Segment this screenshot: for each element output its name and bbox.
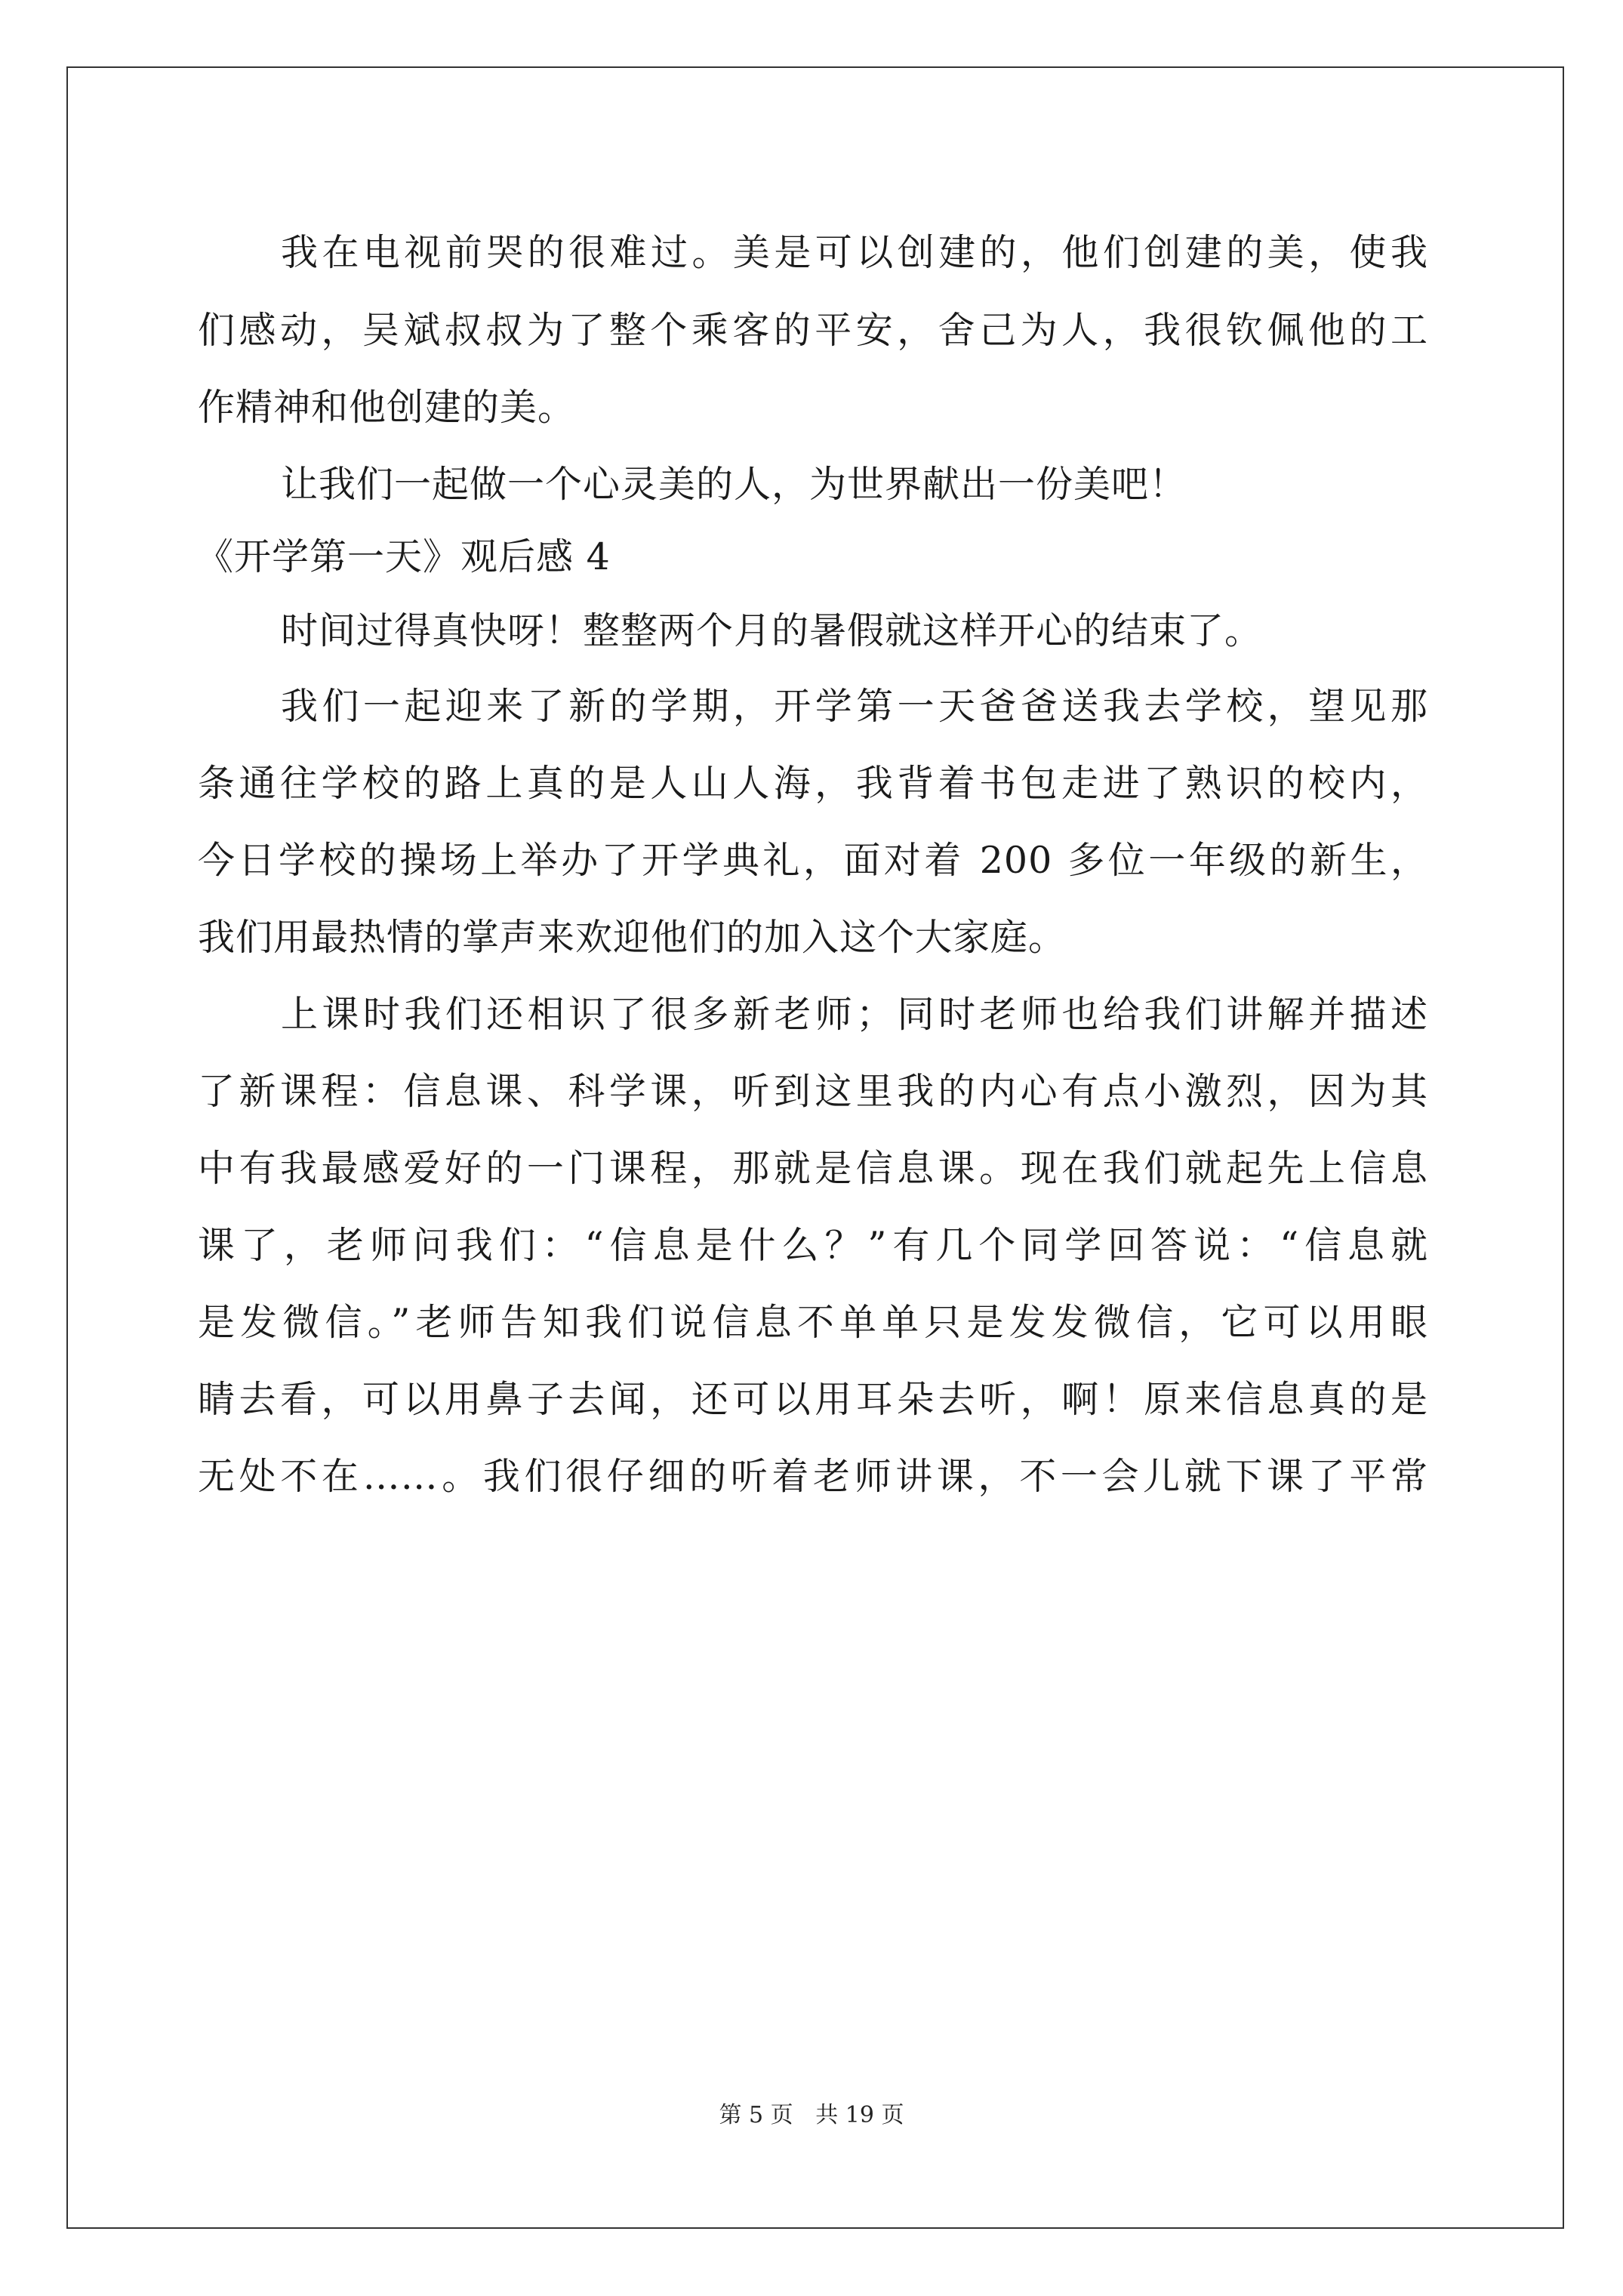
- paragraph-line: 无处不在……。我们很仔细的听着老师讲课，不一会儿就下课了平常: [198, 1455, 1428, 1498]
- paragraph-line: 时间过得真快呀！整整两个月的暑假就这样开心的结束了。: [281, 609, 1263, 652]
- paragraph-line: 我们用最热情的掌声来欢迎他们的加入这个大家庭。: [198, 916, 1067, 959]
- paragraph-line: 上课时我们还相识了很多新老师；同时老师也给我们讲解并描述: [281, 993, 1428, 1036]
- paragraph-line: 睛去看，可以用鼻子去闻，还可以用耳朵去听，啊！原来信息真的是: [198, 1378, 1428, 1421]
- paragraph-line: 中有我最感爱好的一门课程，那就是信息课。现在我们就起先上信息: [198, 1147, 1428, 1190]
- section-heading: 《开学第一天》观后感 4: [196, 535, 611, 578]
- paragraph-line: 们感动，吴斌叔叔为了整个乘客的平安，舍己为人，我很钦佩他的工: [198, 309, 1428, 352]
- paragraph-line: 作精神和他创建的美。: [198, 386, 576, 429]
- page-total: 共 19 页: [815, 2102, 904, 2128]
- paragraph-line: 我们一起迎来了新的学期，开学第一天爸爸送我去学校，望见那: [281, 685, 1428, 728]
- page-number: 第 5 页: [719, 2102, 793, 2128]
- paragraph-line: 课了，老师问我们：“信息是什么？”有几个同学回答说：“信息就: [198, 1224, 1428, 1267]
- paragraph-line: 了新课程：信息课、科学课，听到这里我的内心有点小激烈，因为其: [198, 1070, 1428, 1113]
- page-footer: [0, 2100, 1623, 2131]
- paragraph-line: 让我们一起做一个心灵美的人，为世界献出一份美吧！: [281, 463, 1187, 506]
- paragraph-line: 条通往学校的路上真的是人山人海，我背着书包走进了熟识的校内，: [198, 762, 1428, 805]
- paragraph-line: 是发微信。”老师告知我们说信息不单单只是发发微信，它可以用眼: [198, 1301, 1428, 1344]
- paragraph-line: 我在电视前哭的很难过。美是可以创建的，他们创建的美，使我: [281, 231, 1428, 274]
- paragraph-line: 今日学校的操场上举办了开学典礼，面对着 200 多位一年级的新生，: [198, 839, 1428, 882]
